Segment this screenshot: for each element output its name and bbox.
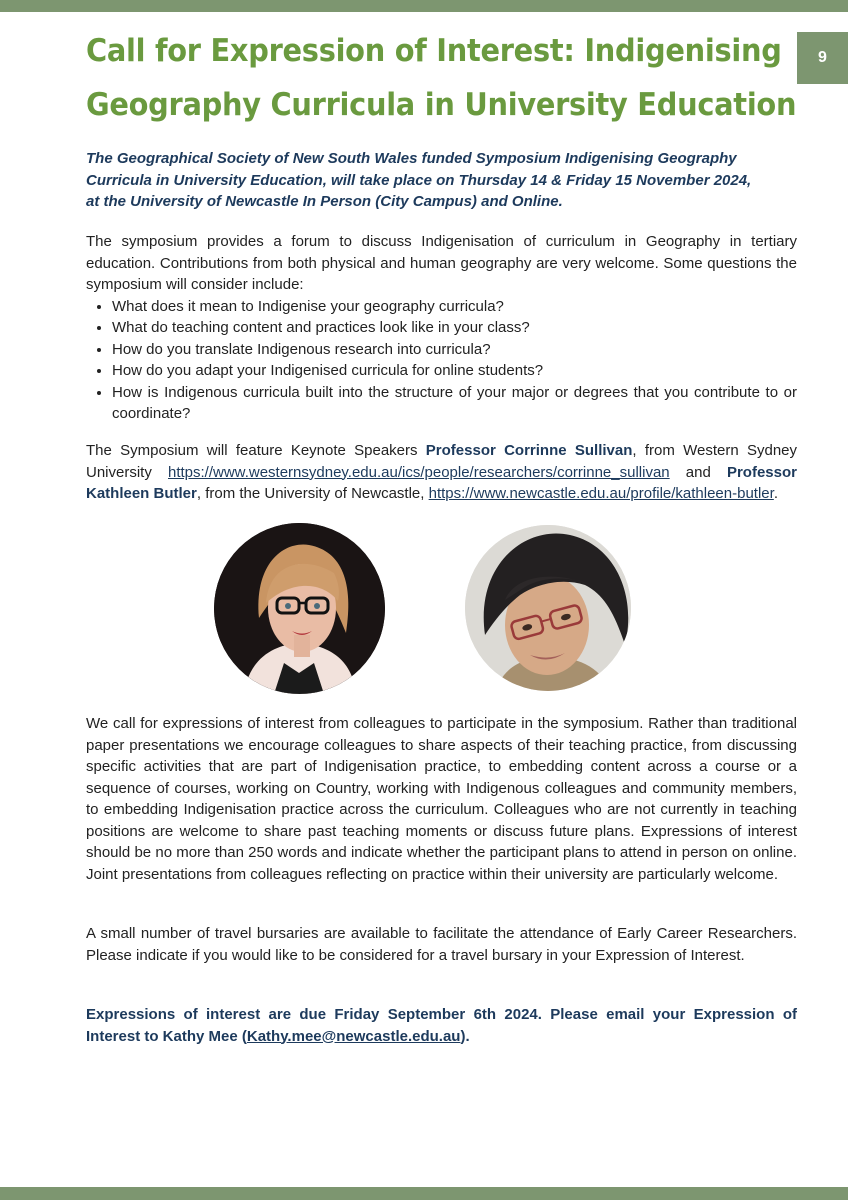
- speaker-1-profile-link[interactable]: https://www.westernsydney.edu.au/ics/people/researchers/corrinne_sullivan: [168, 463, 670, 481]
- keynote-text: .: [773, 485, 778, 502]
- question-item: • What do teaching content and practices look like in your class?: [112, 317, 797, 339]
- speaker-2-photo: [465, 525, 631, 691]
- speaker-1-portrait-illustration: [214, 523, 385, 694]
- question-item: • What does it mean to Indigenise your geography curricula?: [112, 296, 797, 318]
- keynote-text: , from Western Sydney University: [86, 442, 798, 481]
- keynote-paragraph: [86, 440, 797, 505]
- speaker-1-name: Professor Corrinne Sullivan: [425, 442, 633, 459]
- intro-line-1: The Geographical Society of New South Wales funded Symposium Indigenising Geography: [86, 150, 737, 167]
- bursary-paragraph: A small number of travel bursaries are available to facilitate the attendance of Early Career Researchers. Please indicate if you would like to be considered for a travel bursary in your Expression of Interest.: [86, 925, 797, 964]
- deadline-paragraph: [86, 1004, 797, 1047]
- top-band: [0, 0, 848, 12]
- description-text: The symposium provides a forum to discuss Indigenisation of curriculum in Geography in tertiary education. Contributions from both physical and human geography are very welcome. Some questions the symposium will consider include:: [86, 233, 797, 293]
- contact-email-link[interactable]: Kathy.mee@newcastle.edu.au: [246, 1027, 461, 1045]
- title-line-1: Call for Expression of Interest: Indigenising: [86, 33, 782, 69]
- speaker-1-photo: [214, 523, 385, 694]
- speaker-2-portrait-illustration: [465, 525, 631, 691]
- keynote-text: , from the University of Newcastle,: [196, 485, 429, 502]
- deadline-text: ).: [460, 1027, 470, 1045]
- intro-line-2: Curricula in University Education, will take place on Thursday 14 & Friday 15 November 2024,: [86, 171, 752, 189]
- title-line-2: Geography Curricula in University Education: [86, 87, 797, 123]
- question-item: • How is Indigenous curricula built into the structure of your major or degrees that you contribute to or coordinate?: [112, 382, 797, 425]
- question-item: • How do you translate Indigenous research into curricula?: [112, 339, 797, 361]
- page-title: [86, 24, 797, 132]
- question-item: • How do you adapt your Indigenised curricula for online students?: [112, 360, 797, 382]
- symposium-description: [86, 231, 797, 425]
- page-number-badge: 9: [797, 32, 848, 84]
- intro-paragraph: [86, 148, 798, 213]
- call-paragraph: We call for expressions of interest from colleagues to participate in the symposium. Rather than traditional paper presentations we encourage colleagues to share aspects of their teaching practice, from discussing specific activities that are part of Indigenisation practice, to embedding content across a course or a sequence of courses, working on Country, working with Indigenous colleagues and community members, to embedding Indigenisation practice across the curriculum. Colleagues who are not currently in teaching positions are welcome to share past teaching moments or discuss future plans. Expressions of interest should be no more than 250 words and indicate whether the participant plans to attend in person on online. Joint presentations from colleagues reflecting on practice within their university are particularly welcome.: [86, 715, 797, 883]
- deadline-text: Expressions of interest are due Friday September 6th 2024. Please email your Expression of Interest to Kathy Mee (: [86, 1006, 797, 1045]
- intro-line-3: at the University of Newcastle In Person (City Campus) and Online.: [86, 193, 563, 210]
- keynote-text: and: [669, 463, 727, 481]
- keynote-text: The Symposium will feature Keynote Speakers: [86, 442, 426, 459]
- bottom-band: [0, 1187, 848, 1200]
- speaker-2-name: Professor Kathleen Butler: [86, 463, 797, 502]
- question-list: [86, 296, 797, 425]
- speaker-2-profile-link[interactable]: https://www.newcastle.edu.au/profile/kathleen-butler: [428, 485, 774, 502]
